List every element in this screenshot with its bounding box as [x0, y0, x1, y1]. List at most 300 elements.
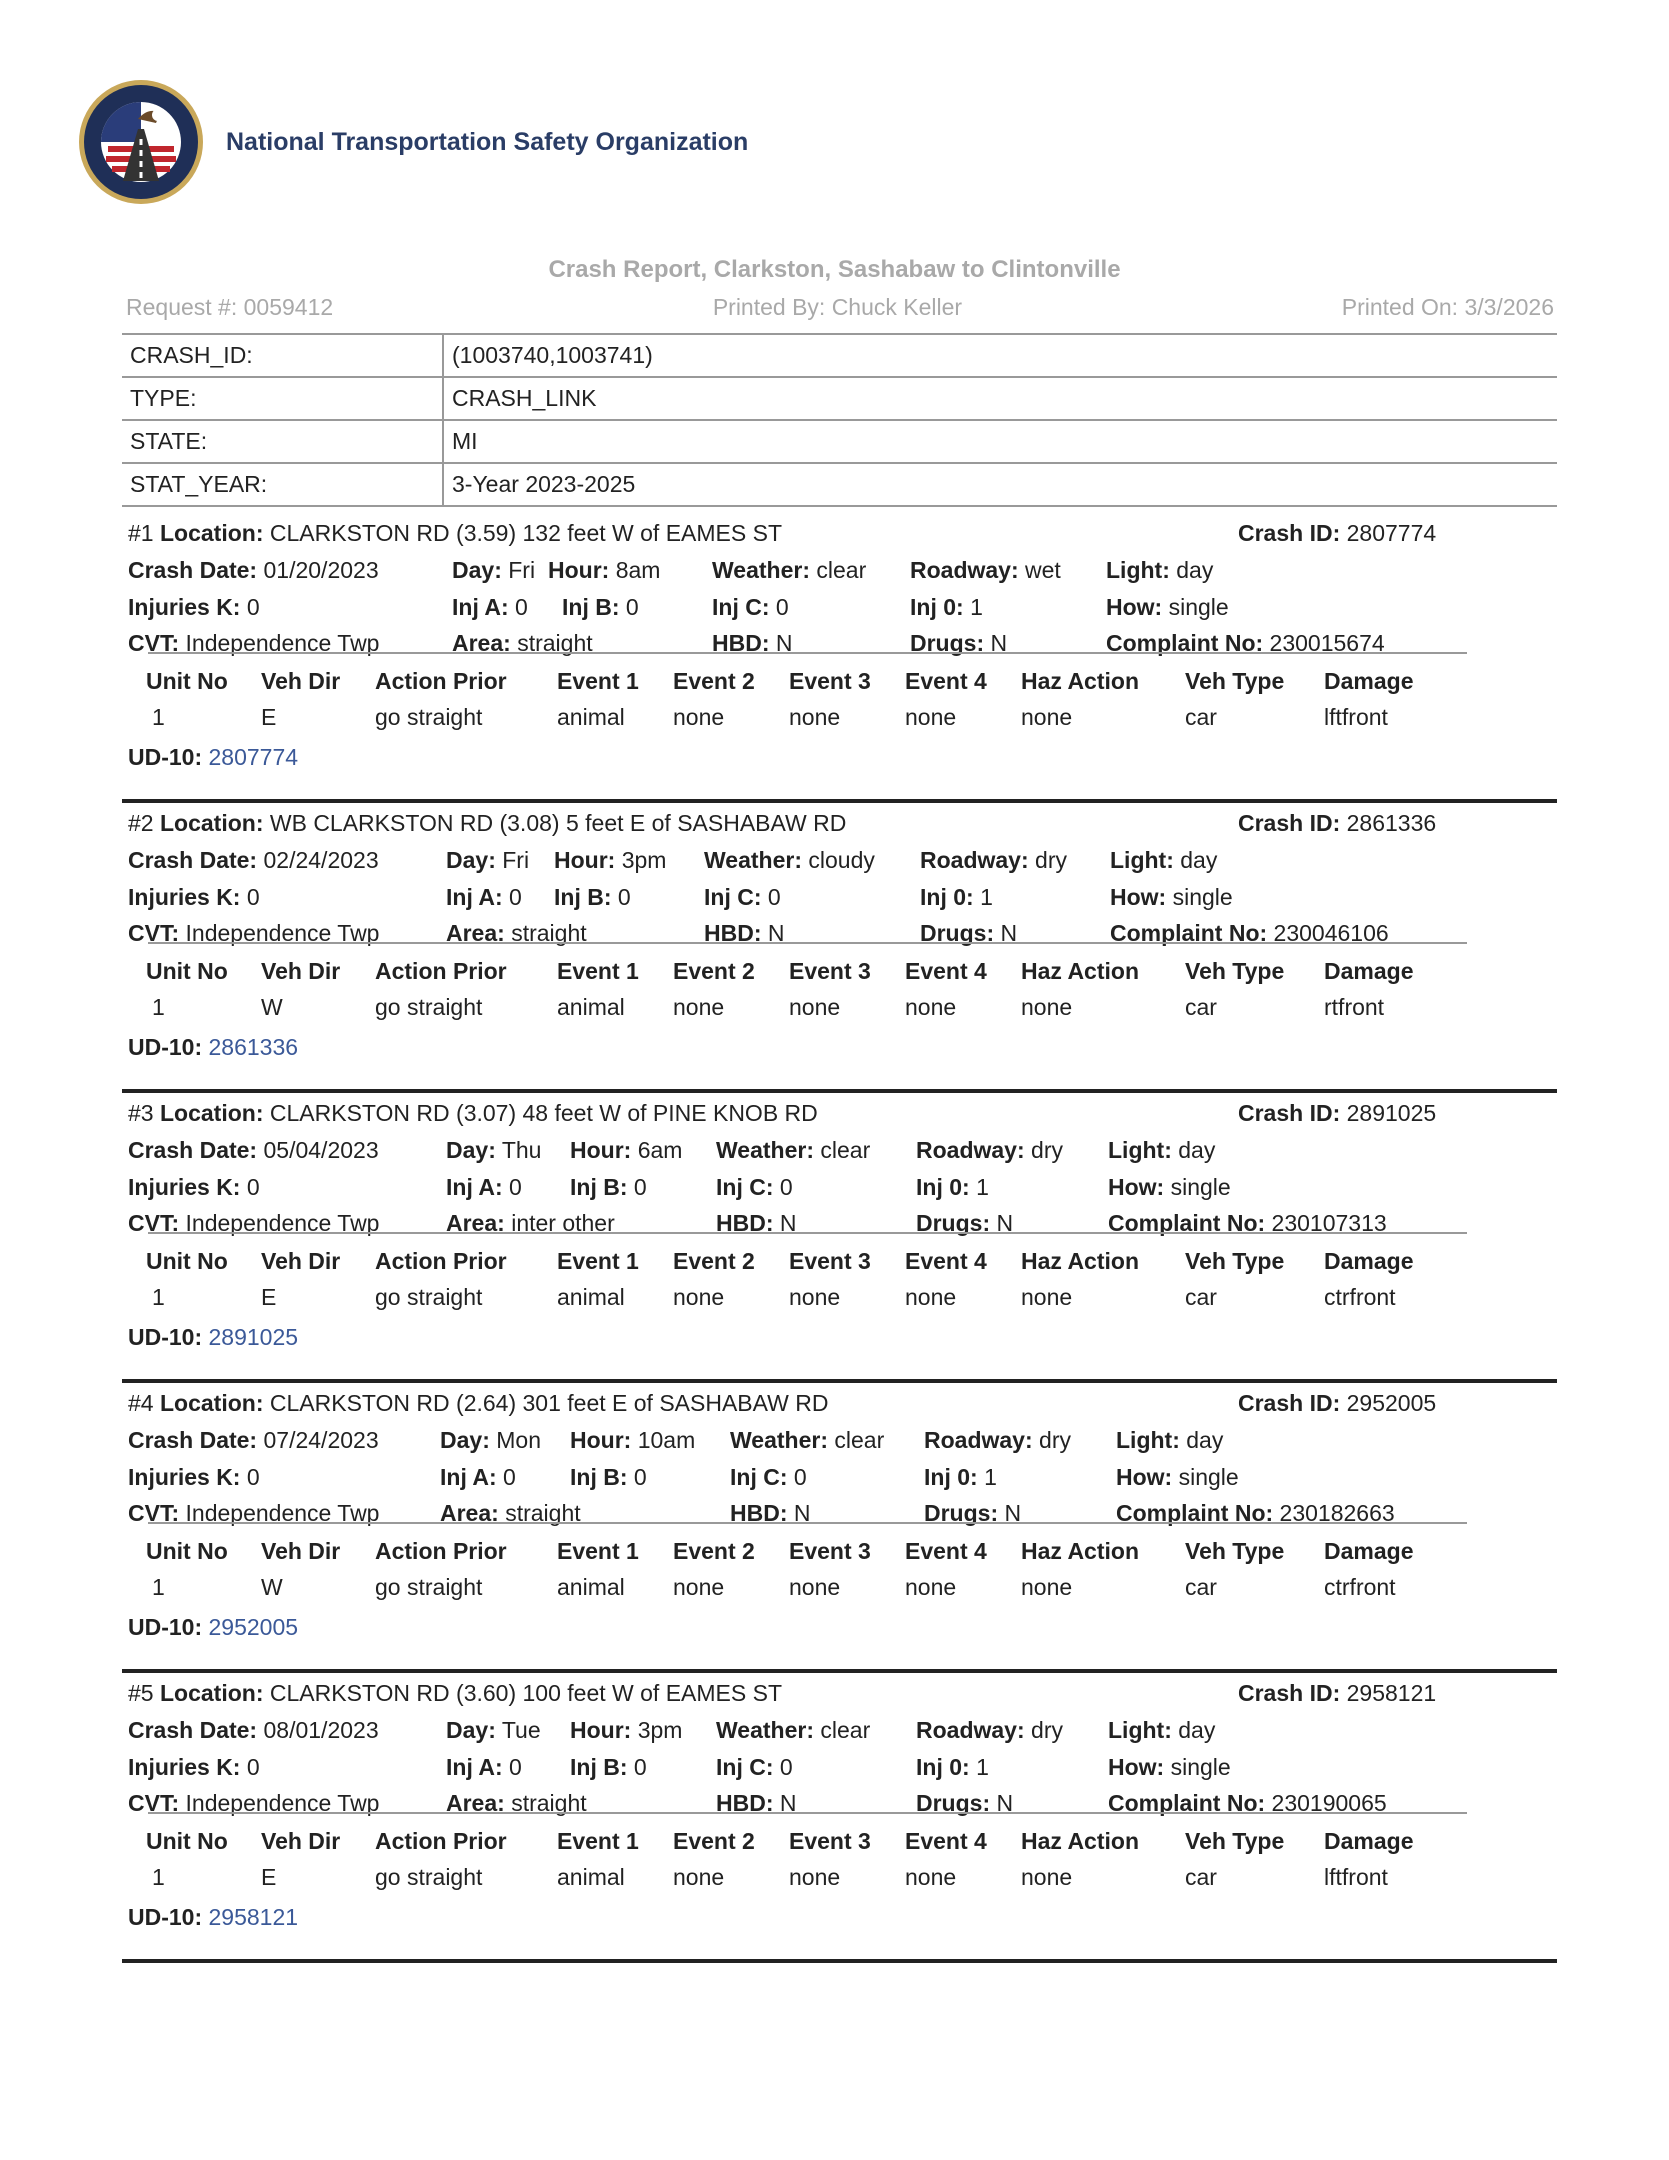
unit-header: Unit No — [146, 1248, 228, 1274]
unit-cell: animal — [557, 704, 625, 730]
page-header — [78, 78, 748, 206]
field-inj-c — [712, 594, 789, 621]
field-value: day — [1176, 557, 1214, 583]
field-label: Inj A: — [446, 884, 503, 910]
unit-cell: 1 — [152, 1284, 165, 1310]
field-value: 1 — [970, 594, 983, 620]
field-value: 08/01/2023 — [263, 1717, 379, 1743]
field-roadway — [916, 1137, 1063, 1164]
field-label: Inj B: — [562, 594, 620, 620]
unit-cell: ctrfront — [1324, 1284, 1396, 1310]
ud10-row — [128, 1904, 298, 1931]
unit-cell: none — [789, 994, 841, 1020]
field-label: Light: — [1106, 557, 1170, 583]
field-label: Inj A: — [440, 1464, 497, 1490]
field-label: Crash Date: — [128, 1427, 258, 1453]
field-value: N — [779, 1790, 797, 1816]
field-label: Drugs: — [924, 1500, 999, 1526]
field-inj-a — [452, 594, 528, 621]
crash-id — [1238, 520, 1436, 547]
field-label: Day: — [446, 1137, 496, 1163]
field-value: 0 — [509, 884, 522, 910]
field-label: Weather: — [716, 1717, 814, 1743]
field-label: Crash Date: — [128, 1717, 258, 1743]
unit-cell: W — [261, 994, 283, 1020]
unit-header: Action Prior — [375, 1828, 507, 1854]
field-label: Location: — [159, 1680, 264, 1706]
field-label: Hour: — [548, 557, 610, 583]
field-label: Complaint No: — [1108, 1790, 1266, 1816]
unit-cell: none — [905, 1864, 957, 1890]
unit-divider — [148, 652, 1467, 654]
field-inj-0 — [924, 1464, 997, 1491]
field-value: clear — [820, 1717, 871, 1743]
field-hour — [570, 1717, 682, 1744]
field-value: 2958121 — [1346, 1680, 1437, 1706]
field-roadway — [916, 1717, 1063, 1744]
unit-header: Event 1 — [557, 1248, 639, 1274]
field-label: Light: — [1108, 1717, 1172, 1743]
field-inj-a — [446, 1174, 522, 1201]
field-label: Crash ID: — [1238, 810, 1341, 836]
ud10-link[interactable]: 2958121 — [208, 1904, 299, 1930]
unit-cell: car — [1185, 704, 1217, 730]
field-date — [128, 557, 379, 584]
field-value: 0 — [509, 1754, 522, 1780]
field-label: Area: — [452, 630, 511, 656]
field-value: 0 — [246, 594, 260, 620]
field-value: Independence Twp — [185, 1500, 380, 1526]
field-value: N — [1004, 1500, 1022, 1526]
field-value: N — [775, 630, 793, 656]
crash-location — [128, 520, 782, 547]
unit-header: Damage — [1324, 1248, 1414, 1274]
field-value: 02/24/2023 — [263, 847, 379, 873]
field-label: Hour: — [570, 1137, 632, 1163]
unit-cell: none — [673, 994, 725, 1020]
field-label: Area: — [446, 1790, 505, 1816]
unit-header: Event 2 — [673, 668, 755, 694]
field-value: clear — [816, 557, 867, 583]
field-label: Injuries K: — [128, 1464, 241, 1490]
field-label: How: — [1110, 884, 1167, 910]
field-label: Weather: — [712, 557, 810, 583]
unit-cell: go straight — [375, 994, 483, 1020]
field-inj-b — [554, 884, 631, 911]
field-value: wet — [1025, 557, 1061, 583]
field-value: Mon — [496, 1427, 541, 1453]
field-label: Roadway: — [916, 1137, 1025, 1163]
field-value: straight — [517, 630, 593, 656]
field-weather — [716, 1717, 870, 1744]
field-inj-c — [730, 1464, 807, 1491]
unit-header: Veh Dir — [261, 958, 341, 984]
field-label: Area: — [446, 1210, 505, 1236]
field-value: day — [1180, 847, 1218, 873]
field-label: Location: — [159, 1100, 264, 1126]
field-roadway — [924, 1427, 1071, 1454]
field-inj-0 — [920, 884, 993, 911]
crash-record — [122, 1378, 1557, 1673]
unit-header: Event 1 — [557, 1828, 639, 1854]
field-value: 0 — [246, 1464, 260, 1490]
crash-record — [122, 1088, 1557, 1383]
unit-cell: none — [789, 1284, 841, 1310]
field-day — [446, 1137, 541, 1164]
field-value: Fri — [502, 847, 530, 873]
field-value: single — [1172, 884, 1233, 910]
field-day — [440, 1427, 541, 1454]
field-value: 0 — [793, 1464, 807, 1490]
unit-header: Unit No — [146, 1828, 228, 1854]
report-title: Crash Report, Clarkston, Sashabaw to Clintonville — [548, 256, 1121, 283]
unit-header: Event 2 — [673, 958, 755, 984]
field-label: Inj C: — [716, 1754, 774, 1780]
field-light — [1116, 1427, 1223, 1454]
field-label: Inj 0: — [916, 1754, 970, 1780]
crash-location — [128, 1100, 818, 1127]
info-row — [122, 463, 1557, 506]
report-meta — [126, 294, 1554, 321]
unit-cell: animal — [557, 1284, 625, 1310]
field-label: Light: — [1108, 1137, 1172, 1163]
printed-on: Printed On: 3/3/2026 — [1341, 294, 1554, 320]
field-label: Injuries K: — [128, 884, 241, 910]
field-inj-b — [570, 1754, 647, 1781]
field-value: single — [1178, 1464, 1239, 1490]
field-value: straight — [505, 1500, 581, 1526]
field-label: Drugs: — [916, 1210, 991, 1236]
field-inj-c — [704, 884, 781, 911]
field-value: dry — [1031, 1717, 1063, 1743]
field-label: Roadway: — [910, 557, 1019, 583]
field-label: Crash Date: — [128, 847, 258, 873]
field-light — [1108, 1137, 1215, 1164]
field-value: single — [1170, 1754, 1231, 1780]
field-value: 0 — [625, 594, 639, 620]
field-value: 6am — [637, 1137, 683, 1163]
field-label: Weather: — [704, 847, 802, 873]
field-value: CLARKSTON RD (3.07) 48 feet W of PINE KNOB RD — [269, 1100, 818, 1126]
field-hour — [554, 847, 666, 874]
field-weather — [712, 557, 866, 584]
field-value: 8am — [615, 557, 661, 583]
field-value: Independence Twp — [185, 630, 380, 656]
unit-cell: go straight — [375, 1864, 483, 1890]
field-value: cloudy — [808, 847, 875, 873]
field-value: 230046106 — [1273, 920, 1389, 946]
field-label: Hour: — [570, 1427, 632, 1453]
field-label: Roadway: — [916, 1717, 1025, 1743]
field-date — [128, 847, 379, 874]
field-label: Drugs: — [910, 630, 985, 656]
unit-cell: none — [789, 704, 841, 730]
org-seal-icon — [78, 79, 204, 205]
unit-header: Event 1 — [557, 668, 639, 694]
unit-cell: car — [1185, 1574, 1217, 1600]
info-key: TYPE: — [122, 377, 443, 420]
field-value: 2861336 — [1346, 810, 1437, 836]
field-how — [1110, 884, 1233, 911]
field-value: dry — [1031, 1137, 1063, 1163]
info-value: (1003740,1003741) — [443, 335, 1557, 377]
field-value: straight — [511, 1790, 587, 1816]
unit-cell: none — [673, 704, 725, 730]
field-label: Location: — [159, 810, 264, 836]
ud10-link[interactable]: 2952005 — [208, 1614, 299, 1640]
unit-cell: none — [1021, 1864, 1073, 1890]
field-label: Area: — [440, 1500, 499, 1526]
field-inj-a — [440, 1464, 516, 1491]
unit-cell: none — [1021, 1284, 1073, 1310]
field-label: How: — [1108, 1174, 1165, 1200]
field-label: Crash ID: — [1238, 1100, 1341, 1126]
unit-header: Action Prior — [375, 1248, 507, 1274]
ud10-row — [128, 744, 298, 771]
unit-cell: car — [1185, 994, 1217, 1020]
unit-header: Veh Type — [1185, 1248, 1285, 1274]
field-value: 0 — [633, 1464, 647, 1490]
field-label: Injuries K: — [128, 1174, 241, 1200]
field-label: Inj C: — [730, 1464, 788, 1490]
field-value: 2807774 — [1346, 520, 1437, 546]
info-row — [122, 335, 1557, 377]
field-label: Complaint No: — [1108, 1210, 1266, 1236]
field-label: Inj 0: — [910, 594, 964, 620]
unit-header: Veh Dir — [261, 1828, 341, 1854]
unit-header: Haz Action — [1021, 1538, 1139, 1564]
ud10-row — [128, 1034, 298, 1061]
field-label: CVT: — [128, 1210, 180, 1236]
field-value: 230190065 — [1271, 1790, 1387, 1816]
field-hour — [548, 557, 660, 584]
field-label: Crash ID: — [1238, 520, 1341, 546]
info-value: 3-Year 2023-2025 — [443, 463, 1557, 506]
field-label: UD-10: — [128, 1034, 203, 1060]
ud10-link[interactable]: 2807774 — [208, 744, 299, 770]
field-label: Day: — [446, 1717, 496, 1743]
info-key: STAT_YEAR: — [122, 463, 443, 506]
field-label: Inj A: — [446, 1174, 503, 1200]
unit-cell: none — [673, 1284, 725, 1310]
field-value: 1 — [984, 1464, 997, 1490]
field-label: Weather: — [716, 1137, 814, 1163]
field-inj-b — [570, 1174, 647, 1201]
unit-header: Veh Dir — [261, 1248, 341, 1274]
field-label: Complaint No: — [1116, 1500, 1274, 1526]
info-key: CRASH_ID: — [122, 335, 443, 377]
unit-header: Event 4 — [905, 1248, 987, 1274]
unit-header: Damage — [1324, 1828, 1414, 1854]
field-label: Hour: — [554, 847, 616, 873]
field-inj-c — [716, 1754, 793, 1781]
field-day — [446, 1717, 541, 1744]
field-label: Inj A: — [452, 594, 509, 620]
info-row — [122, 377, 1557, 420]
field-value: 0 — [779, 1174, 793, 1200]
field-value: 0 — [246, 884, 260, 910]
field-value: clear — [820, 1137, 871, 1163]
field-label: CVT: — [128, 920, 180, 946]
field-label: Inj 0: — [924, 1464, 978, 1490]
info-row — [122, 420, 1557, 463]
field-label: Area: — [446, 920, 505, 946]
unit-cell: 1 — [152, 704, 165, 730]
field-how — [1106, 594, 1229, 621]
field-value: Tue — [501, 1717, 541, 1743]
field-label: Drugs: — [920, 920, 995, 946]
unit-header: Haz Action — [1021, 1248, 1139, 1274]
field-value: single — [1170, 1174, 1231, 1200]
crash-location — [128, 1390, 828, 1417]
field-inj-k — [128, 1174, 260, 1201]
ud10-link[interactable]: 2891025 — [208, 1324, 299, 1350]
field-label: Day: — [440, 1427, 490, 1453]
unit-cell: ctrfront — [1324, 1574, 1396, 1600]
field-value: 01/20/2023 — [263, 557, 379, 583]
field-value: CLARKSTON RD (3.60) 100 feet W of EAMES ST — [269, 1680, 783, 1706]
field-hour — [570, 1137, 682, 1164]
field-label: Inj 0: — [920, 884, 974, 910]
unit-header: Event 4 — [905, 958, 987, 984]
field-label: How: — [1116, 1464, 1173, 1490]
field-value: 0 — [503, 1464, 516, 1490]
field-inj-0 — [910, 594, 983, 621]
crash-number: #3 — [128, 1100, 154, 1126]
crash-location — [128, 810, 846, 837]
field-label: Day: — [446, 847, 496, 873]
unit-header: Veh Dir — [261, 668, 341, 694]
field-inj-0 — [916, 1754, 989, 1781]
info-value: CRASH_LINK — [443, 377, 1557, 420]
field-inj-k — [128, 884, 260, 911]
field-how — [1116, 1464, 1239, 1491]
field-value: day — [1178, 1137, 1216, 1163]
field-label: Crash Date: — [128, 1137, 258, 1163]
field-label: Inj C: — [712, 594, 770, 620]
unit-cell: none — [789, 1864, 841, 1890]
unit-cell: go straight — [375, 1284, 483, 1310]
field-value: 0 — [246, 1754, 260, 1780]
unit-header: Event 2 — [673, 1828, 755, 1854]
unit-cell: E — [261, 704, 277, 730]
field-inj-0 — [916, 1174, 989, 1201]
field-value: 2952005 — [1346, 1390, 1437, 1416]
field-value: WB CLARKSTON RD (3.08) 5 feet E of SASHABAW RD — [269, 810, 847, 836]
field-value: 0 — [515, 594, 528, 620]
unit-cell: E — [261, 1864, 277, 1890]
crash-id — [1238, 1680, 1436, 1707]
field-weather — [730, 1427, 884, 1454]
field-value: 230182663 — [1279, 1500, 1395, 1526]
ud10-row — [128, 1614, 298, 1641]
unit-cell: none — [905, 994, 957, 1020]
unit-header: Event 2 — [673, 1538, 755, 1564]
field-label: Inj C: — [716, 1174, 774, 1200]
crash-number: #4 — [128, 1390, 154, 1416]
ud10-link[interactable]: 2861336 — [208, 1034, 299, 1060]
unit-header: Haz Action — [1021, 1828, 1139, 1854]
unit-cell: lftfront — [1324, 1864, 1388, 1890]
field-label: Roadway: — [920, 847, 1029, 873]
field-value: clear — [834, 1427, 885, 1453]
unit-header: Damage — [1324, 668, 1414, 694]
field-label: Complaint No: — [1106, 630, 1264, 656]
crash-number: #1 — [128, 520, 154, 546]
unit-divider — [148, 1812, 1467, 1814]
field-label: Roadway: — [924, 1427, 1033, 1453]
unit-cell: 1 — [152, 994, 165, 1020]
field-value: 0 — [617, 884, 631, 910]
unit-header: Event 3 — [789, 958, 871, 984]
unit-cell: W — [261, 1574, 283, 1600]
field-value: 1 — [976, 1754, 989, 1780]
field-value: N — [779, 1210, 797, 1236]
unit-header: Veh Type — [1185, 1828, 1285, 1854]
field-value: N — [996, 1790, 1014, 1816]
unit-header: Action Prior — [375, 668, 507, 694]
crash-number: #5 — [128, 1680, 154, 1706]
field-inj-c — [716, 1174, 793, 1201]
unit-cell: animal — [557, 1864, 625, 1890]
unit-header: Unit No — [146, 668, 228, 694]
info-value: MI — [443, 420, 1557, 463]
field-value: single — [1168, 594, 1229, 620]
request-number: Request #: 0059412 — [126, 294, 334, 320]
field-day — [452, 557, 535, 584]
field-label: Crash ID: — [1238, 1680, 1341, 1706]
unit-divider — [148, 942, 1467, 944]
unit-header: Event 4 — [905, 1538, 987, 1564]
unit-cell: none — [905, 704, 957, 730]
field-value: 2891025 — [1346, 1100, 1437, 1126]
field-date — [128, 1137, 379, 1164]
unit-cell: go straight — [375, 1574, 483, 1600]
field-value: CLARKSTON RD (2.64) 301 feet E of SASHABAW RD — [269, 1390, 829, 1416]
unit-cell: none — [1021, 1574, 1073, 1600]
field-label: HBD: — [704, 920, 762, 946]
field-label: Light: — [1110, 847, 1174, 873]
field-value: 0 — [775, 594, 789, 620]
field-label: Inj B: — [570, 1174, 628, 1200]
field-label: HBD: — [716, 1210, 774, 1236]
field-value: 0 — [633, 1754, 647, 1780]
field-label: CVT: — [128, 1500, 180, 1526]
field-value: dry — [1035, 847, 1067, 873]
field-value: 0 — [509, 1174, 522, 1200]
unit-header: Veh Type — [1185, 1538, 1285, 1564]
field-value: 230015674 — [1269, 630, 1385, 656]
field-hour — [570, 1427, 695, 1454]
unit-header: Event 3 — [789, 668, 871, 694]
unit-cell: go straight — [375, 704, 483, 730]
unit-cell: car — [1185, 1864, 1217, 1890]
unit-header: Event 1 — [557, 1538, 639, 1564]
unit-cell: lftfront — [1324, 704, 1388, 730]
crash-record — [122, 508, 1557, 803]
crash-id — [1238, 1100, 1436, 1127]
field-label: Hour: — [570, 1717, 632, 1743]
crash-number: #2 — [128, 810, 154, 836]
info-table — [122, 335, 1557, 507]
field-light — [1108, 1717, 1215, 1744]
field-label: UD-10: — [128, 744, 203, 770]
unit-header: Event 2 — [673, 1248, 755, 1274]
field-label: HBD: — [716, 1790, 774, 1816]
field-label: Inj B: — [570, 1464, 628, 1490]
unit-header: Action Prior — [375, 1538, 507, 1564]
unit-header: Damage — [1324, 1538, 1414, 1564]
